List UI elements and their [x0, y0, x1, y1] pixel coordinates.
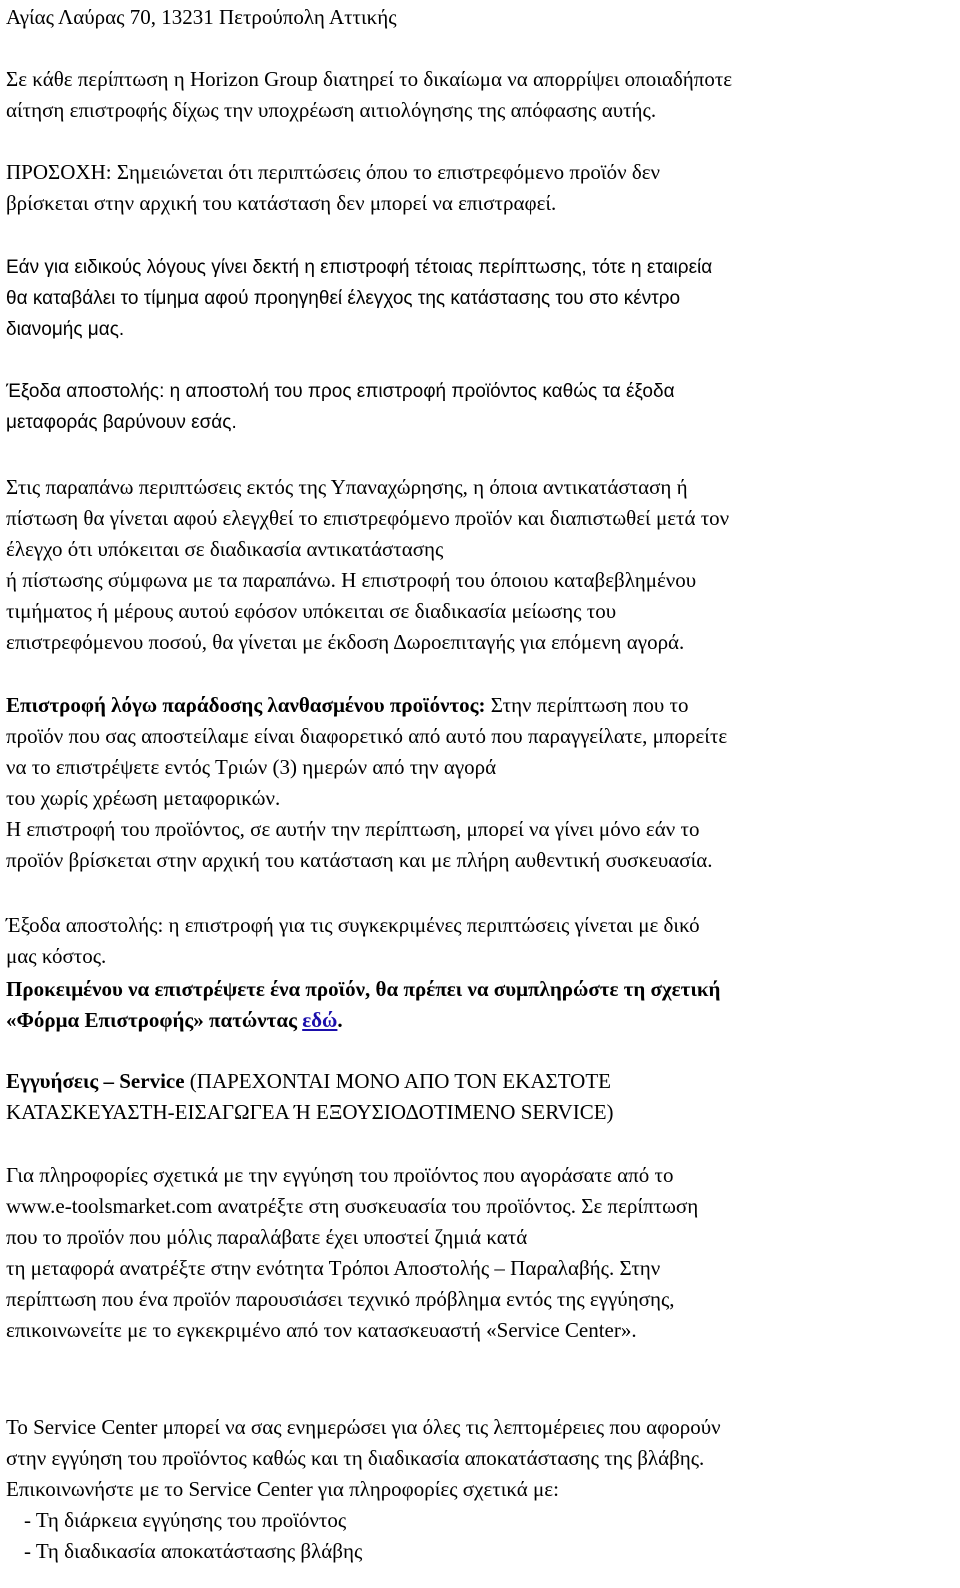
special-reasons-paragraph: Εάν για ειδικούς λόγους γίνει δεκτή η επιστροφή τέτοιας περίπτωσης, τότε η εταιρεία θα καταβάλει το τίμημα αφού προηγηθεί έλεγχος της κατάστασης του στο κέντρο διανομής μας.: [6, 257, 713, 340]
return-form-paragraph: [6, 974, 720, 1036]
list-item: - Τη διάρκεια εγγύησης του προϊόντος: [24, 1508, 347, 1532]
return-form-end: .: [337, 1008, 343, 1032]
service-center-paragraph: Το Service Center μπορεί να σας ενημερώσει για όλες τις λεπτομέρειες που αφορούν στην εγγύηση του προϊόντος καθώς και τη διαδικασία αποκατάστασης της βλάβης. Επικοινωνήστε με το Service Center για πληροφορίες σχετικά με:: [6, 1415, 721, 1501]
wrong-product-body: Στην περίπτωση που το προϊόν που σας αποστείλαμε είναι διαφορετικό από αυτό που παραγγείλατε, μπορείτε να το επιστρέψετε εντός Τριών (3) ημερών από την αγορά του χωρίς χρέωση μεταφορικών. Η επιστροφή του προϊόντος, σε αυτήν την περίπτωση, μπορεί να γίνει μόνο εάν το προϊόν βρίσκεται στην αρχική του κατάσταση και με πλήρη αυθεντική συσκευασία.: [6, 693, 728, 872]
return-form-link[interactable]: εδώ: [302, 1008, 338, 1032]
service-topics-list: [6, 1505, 721, 1567]
shipping-costs-paragraph-2: Έξοδα αποστολής: η επιστροφή για τις συγκεκριμένες περιπτώσεις γίνεται με δικό μας κόστος.: [6, 913, 700, 968]
wrong-product-heading: Επιστροφή λόγω παράδοσης λανθασμένου προϊόντος:: [6, 693, 486, 717]
warranty-heading-note: (ΠΑΡΕΧΟΝΤΑΙ ΜΟΝΟ ΑΠΟ ΤΟΝ ΕΚΑΣΤΟΤΕ ΚΑΤΑΣΚΕΥΑΣΤΗ-ΕΙΣΑΓΩΓΕΑ Ή ΕΞΟΥΣΙΟΔΟΤΙΜΕΝΟ SERVICE): [6, 1069, 614, 1124]
return-form-text: Προκειμένου να επιστρέψετε ένα προϊόν, θα πρέπει να συμπληρώστε τη σχετική «Φόρμα Επιστροφής» πατώντας: [6, 977, 721, 1032]
shipping-costs-paragraph-1: Έξοδα αποστολής: η αποστολή του προς επιστροφή προϊόντος καθώς τα έξοδα μεταφοράς βαρύνουν εσάς.: [6, 381, 675, 433]
caution-paragraph: ΠΡΟΣΟΧΗ: Σημειώνεται ότι περιπτώσεις όπου το επιστρεφόμενο προϊόν δεν βρίσκεται στην αρχική του κατάσταση δεν μπορεί να επιστραφεί.: [6, 160, 661, 215]
warranty-heading: Εγγυήσεις – Service: [6, 1069, 185, 1093]
warranty-info-paragraph: Για πληροφορίες σχετικά με την εγγύηση του προϊόντος που αγοράσατε από το www.e-toolsmarket.com ανατρέξτε στη συσκευασία του προϊόντος. Σε περίπτωση που το προϊόν που μόλις παραλάβατε έχει υποστεί ζημιά κατά τη μεταφορά ανατρέξτε στην ενότητα Τρόποι Αποστολής – Παραλαβής. Στην περίπτωση που ένα προϊόν παρουσιάσει τεχνικό πρόβλημα εντός της εγγύησης, επικοινωνείτε με το εγκεκριμένο από τον κατασκευαστή «Service Center».: [6, 1163, 699, 1342]
service-center-section: [6, 1412, 721, 1567]
wrong-product-section: [6, 690, 727, 876]
rights-paragraph: Σε κάθε περίπτωση η Horizon Group διατηρεί το δικαίωμα να απορρίψει οποιαδήποτε αίτηση επιστροφής δίχως την υποχρέωση αιτιολόγησης της απόφασης αυτής.: [6, 67, 733, 122]
list-item: - Τη διαδικασία αποκατάστασης βλάβης: [24, 1539, 363, 1563]
warranty-section: [6, 1066, 614, 1128]
replacement-cases-paragraph: Στις παραπάνω περιπτώσεις εκτός της Υπαναχώρησης, η όποια αντικατάσταση ή πίστωση θα γίνεται αφού ελεγχθεί το επιστρεφόμενο προϊόν και διαπιστωθεί μετά τον έλεγχο ότι υπόκειται σε διαδικασία αντικατάστασης ή πίστωσης σύμφωνα με τα παραπάνω. Η επιστροφή του όποιου καταβεβλημένου τιμήματος ή μέρους αυτού εφόσον υπόκειται σε διαδικασία μείωσης του επιστρεφόμενου ποσού, θα γίνεται με έκδοση Δωροεπιταγής για επόμενη αγορά.: [6, 475, 730, 654]
address-line: Αγίας Λαύρας 70, 13231 Πετρούπολη Αττικής: [6, 5, 397, 29]
